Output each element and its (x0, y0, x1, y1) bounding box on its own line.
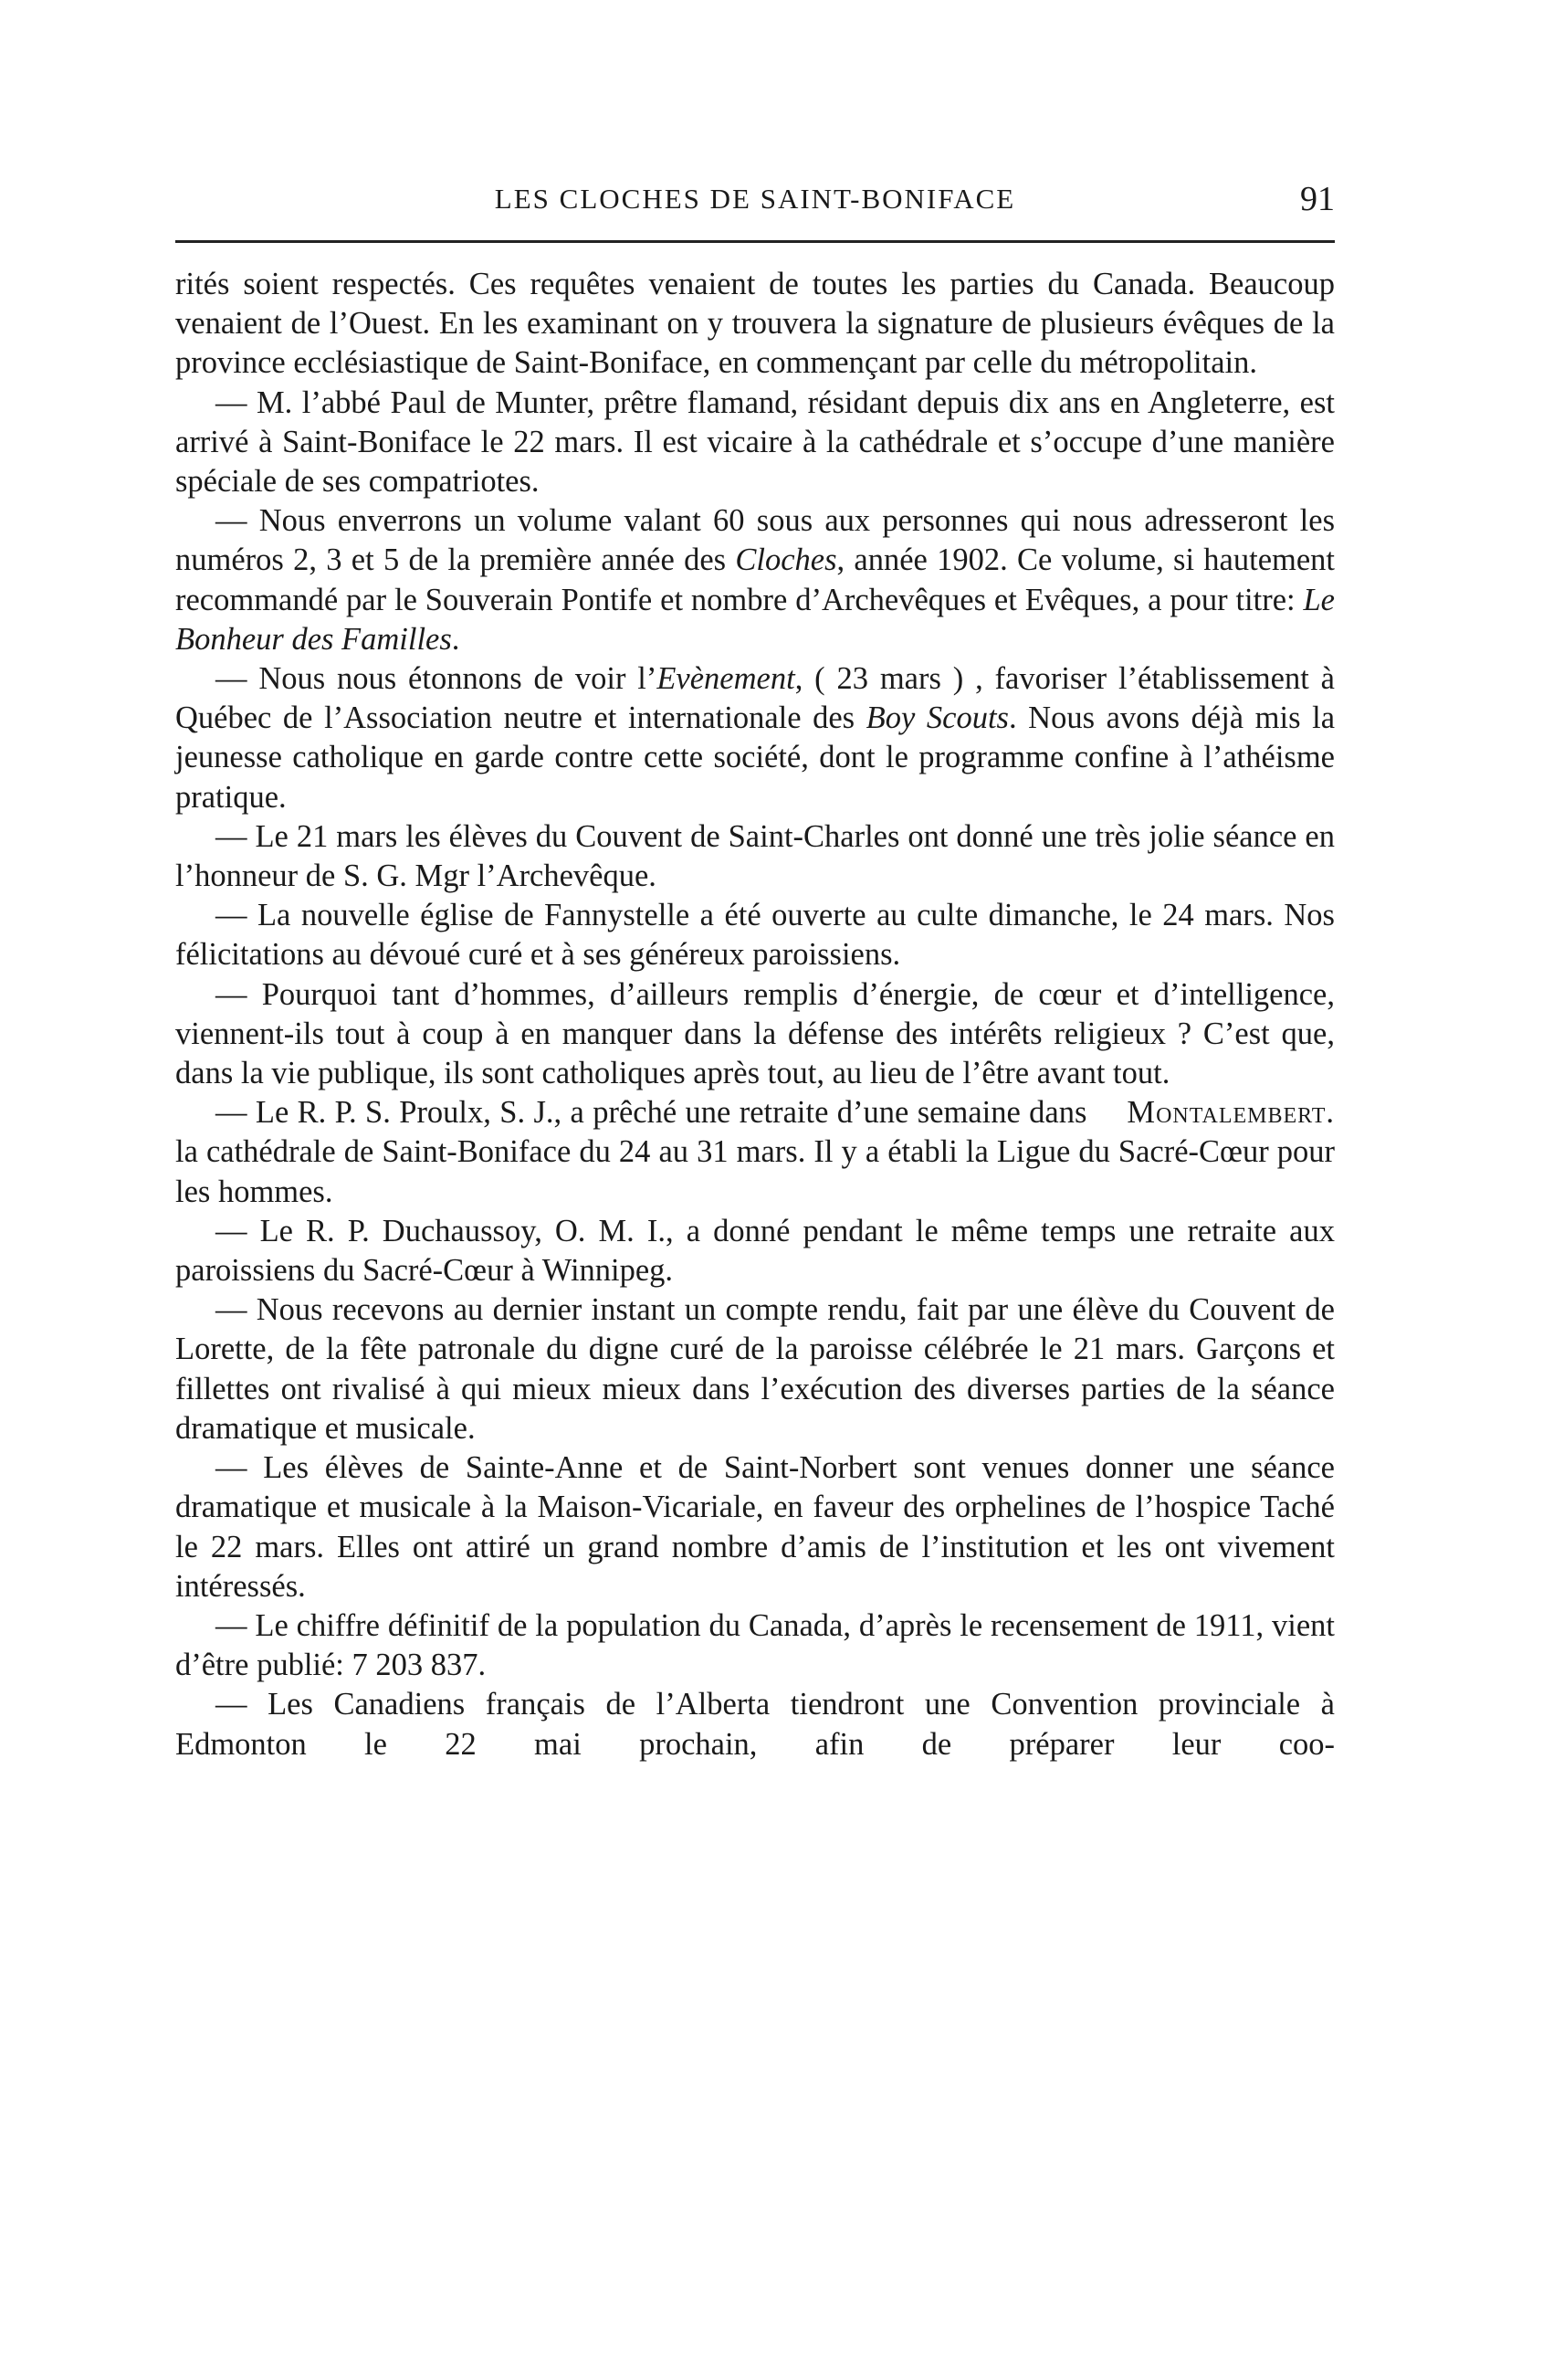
paragraph-text: , année 1902. Ce volume, si hautement recommandé par le Souverain Pontife et nombre d’Archevêques et Evêques, a pour titre: (175, 542, 1335, 617)
paragraph-text: — Le 21 mars les élèves du Couvent de Saint-Charles ont donné une très jolie séance en l’honneur de S. G. Mgr l’Archevêque. (175, 818, 1335, 894)
paragraph-11 (175, 1448, 1335, 1606)
paragraph-text: , ( 23 mars ) , favoriser l’établissement à Québec de l’Association neutre et internationale des (175, 661, 1335, 736)
paragraph-7 (175, 975, 1335, 1131)
paragraph-text: . (451, 621, 460, 657)
paragraph-9 (175, 1212, 1335, 1290)
paragraph-text: — Nous nous étonnons de voir l’ (215, 661, 657, 697)
paragraph-text: rités soient respectés. Ces requêtes venaient de toutes les parties du Canada. Beaucoup venaient de l’Ouest. En les examinant on y trouvera la signature de plusieurs évêques de la province ecclésiastique de Saint-Boniface, en commençant par celle du métropolitain. (175, 267, 1335, 381)
italic-boy-scouts: Boy Scouts (866, 700, 1009, 736)
paragraph-text: — Nous recevons au dernier instant un compte rendu, fait par une élève du Couvent de Lorette, de la fête patronale du digne curé de la paroisse célébrée le 21 mars. Garçons et fillettes ont rivalisé à qui mieux mieux dans l’exécution des diverses parties de la séance dramatique et musicale. (175, 1292, 1335, 1446)
italic-book-title: Le Bonheur des Familles (175, 582, 1335, 657)
italic-newspaper-title: Evènement (656, 661, 795, 697)
paragraph-4 (175, 659, 1335, 817)
paragraph-2 (175, 384, 1335, 502)
paragraph-6 (175, 896, 1335, 974)
paragraph-text: — M. l’abbé Paul de Munter, prêtre flamand, résidant depuis dix ans en Angleterre, est arrivé à Saint-Boniface le 22 mars. Il est vicaire à la cathédrale et s’occupe d’une manière spéciale de ses compatriotes. (175, 384, 1335, 500)
paragraph-text: — La nouvelle église de Fannystelle a été ouverte au culte dimanche, le 24 mars. Nos félicitations au dévoué curé et à ses généreux paroissiens. (175, 898, 1335, 973)
paragraph-text: — Le R. P. Duchaussoy, O. M. I., a donné pendant le même temps une retraite aux paroissiens du Sacré-Cœur à Winnipeg. (175, 1213, 1335, 1289)
paragraph-13 (175, 1685, 1335, 1764)
paragraph-text: — Nous enverrons un volume valant 60 sous aux personnes qui nous adresseront les numéros 2, 3 et 5 de la première année des (175, 503, 1335, 578)
paragraph-text: — Les Canadiens français de l’Alberta tiendront une Convention provinciale à Edmonton le 22 mai prochain, afin de préparer leur coo- (175, 1687, 1335, 1762)
paragraph-text: . Nous avons déjà mis la jeunesse catholique en garde contre cette société, dont le programme confine à l’athéisme pratique. (175, 700, 1336, 815)
italic-title-cloches: Cloches (735, 542, 837, 578)
paragraph-3 (175, 501, 1335, 659)
text-column (175, 265, 1335, 1764)
page-number: 91 (1300, 180, 1335, 218)
paragraph-10 (175, 1290, 1335, 1448)
running-head (175, 179, 1335, 219)
paragraph-1 (175, 265, 1335, 384)
paragraph-text: — Les élèves de Sainte-Anne et de Saint-Norbert sont venues donner une séance dramatique et musicale à la Maison-Vicariale, en faveur des orphelines de l’hospice Taché le 22 mars. Elles ont attiré un grand nombre d’amis de l’institution et les ont vivement intéressés. (175, 1450, 1335, 1604)
paragraph-text: — Pourquoi tant d’hommes, d’ailleurs remplis d’énergie, de cœur et d’intelligence, viennent-ils tout à coup à en manquer dans la défense des intérêts religieux ? C’est que, dans la vie publique, ils sont catholiques après tout, au lieu de l’être avant tout. (175, 976, 1335, 1091)
paragraph-text: — Le chiffre définitif de la population du Canada, d’après le recensement de 1911, vient d’être publié: 7 203 837. (175, 1607, 1335, 1683)
signature-montalembert: Montalembert. (1127, 1095, 1335, 1131)
paragraph-12 (175, 1606, 1335, 1685)
paragraph-text: — Le R. P. S. Proulx, S. J., a prêché une retraite d’une semaine dans la cathédrale de Saint-Boniface du 24 au 31 mars. Il y a établi la Ligue du Sacré-Cœur pour les hommes. (175, 1095, 1335, 1209)
header-rule (175, 240, 1335, 243)
running-title: LES CLOCHES DE SAINT-BONIFACE (494, 183, 1016, 215)
paragraph-5 (175, 817, 1335, 896)
